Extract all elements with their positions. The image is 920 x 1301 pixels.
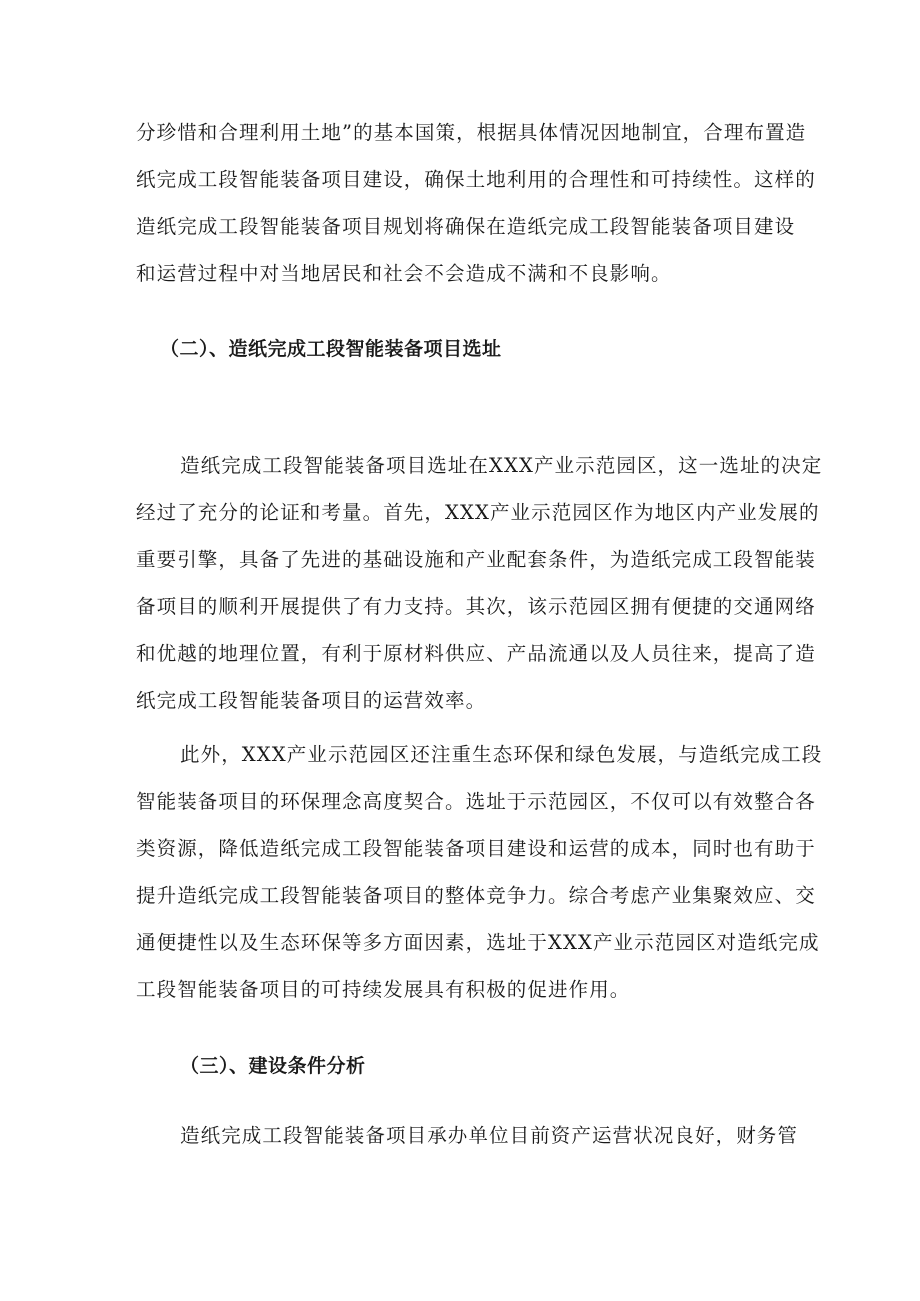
section-heading: （三）、建设条件分析: [180, 1055, 366, 1077]
paragraph-line: 纸完成工段智能装备项目建设，确保土地利用的合理性和可持续性。这样的: [136, 168, 816, 191]
paragraph-line: 纸完成工段智能装备项目的运营效率。: [136, 689, 487, 712]
paragraph-line: 分珍惜和合理利用土地”的基本国策，根据具体情况因地制宜，合理布置造: [136, 121, 807, 144]
paragraph-line: 提升造纸完成工段智能装备项目的整体竞争力。综合考虑产业集聚效应、交: [136, 884, 816, 907]
paragraph-line: 此外，XXX产业示范园区还注重生态环保和绿色发展，与造纸完成工段: [180, 743, 823, 766]
paragraph-line: 造纸完成工段智能装备项目规划将确保在造纸完成工段智能装备项目建设: [136, 215, 796, 238]
paragraph-line: 工段智能装备项目的可持续发展具有积极的促进作用。: [136, 978, 631, 1001]
paragraph-line: 造纸完成工段智能装备项目选址在XXX产业示范园区，这一选址的决定: [180, 454, 823, 477]
section-heading: （二）、造纸完成工段智能装备项目选址: [160, 338, 502, 360]
paragraph-line: 造纸完成工段智能装备项目承办单位目前资产运营状况良好，财务管: [180, 1124, 799, 1147]
paragraph-line: 备项目的顺利开展提供了有力支持。其次，该示范园区拥有便捷的交通网络: [136, 595, 816, 618]
paragraph-line: 和优越的地理位置，有利于原材料供应、产品流通以及人员往来，提高了造: [136, 642, 816, 665]
paragraph-line: 重要引擎，具备了先进的基础设施和产业配套条件，为造纸完成工段智能装: [136, 548, 816, 571]
paragraph-line: 智能装备项目的环保理念高度契合。选址于示范园区，不仅可以有效整合各: [136, 790, 816, 813]
paragraph-line: 类资源，降低造纸完成工段智能装备项目建设和运营的成本，同时也有助于: [136, 837, 816, 860]
paragraph-line: 经过了充分的论证和考量。首先，XXX产业示范园区作为地区内产业发展的: [136, 501, 820, 524]
paragraph-line: 通便捷性以及生态环保等多方面因素，选址于XXX产业示范园区对造纸完成: [136, 931, 820, 954]
paragraph-line: 和运营过程中对当地居民和社会不会造成不满和不良影响。: [136, 262, 672, 285]
